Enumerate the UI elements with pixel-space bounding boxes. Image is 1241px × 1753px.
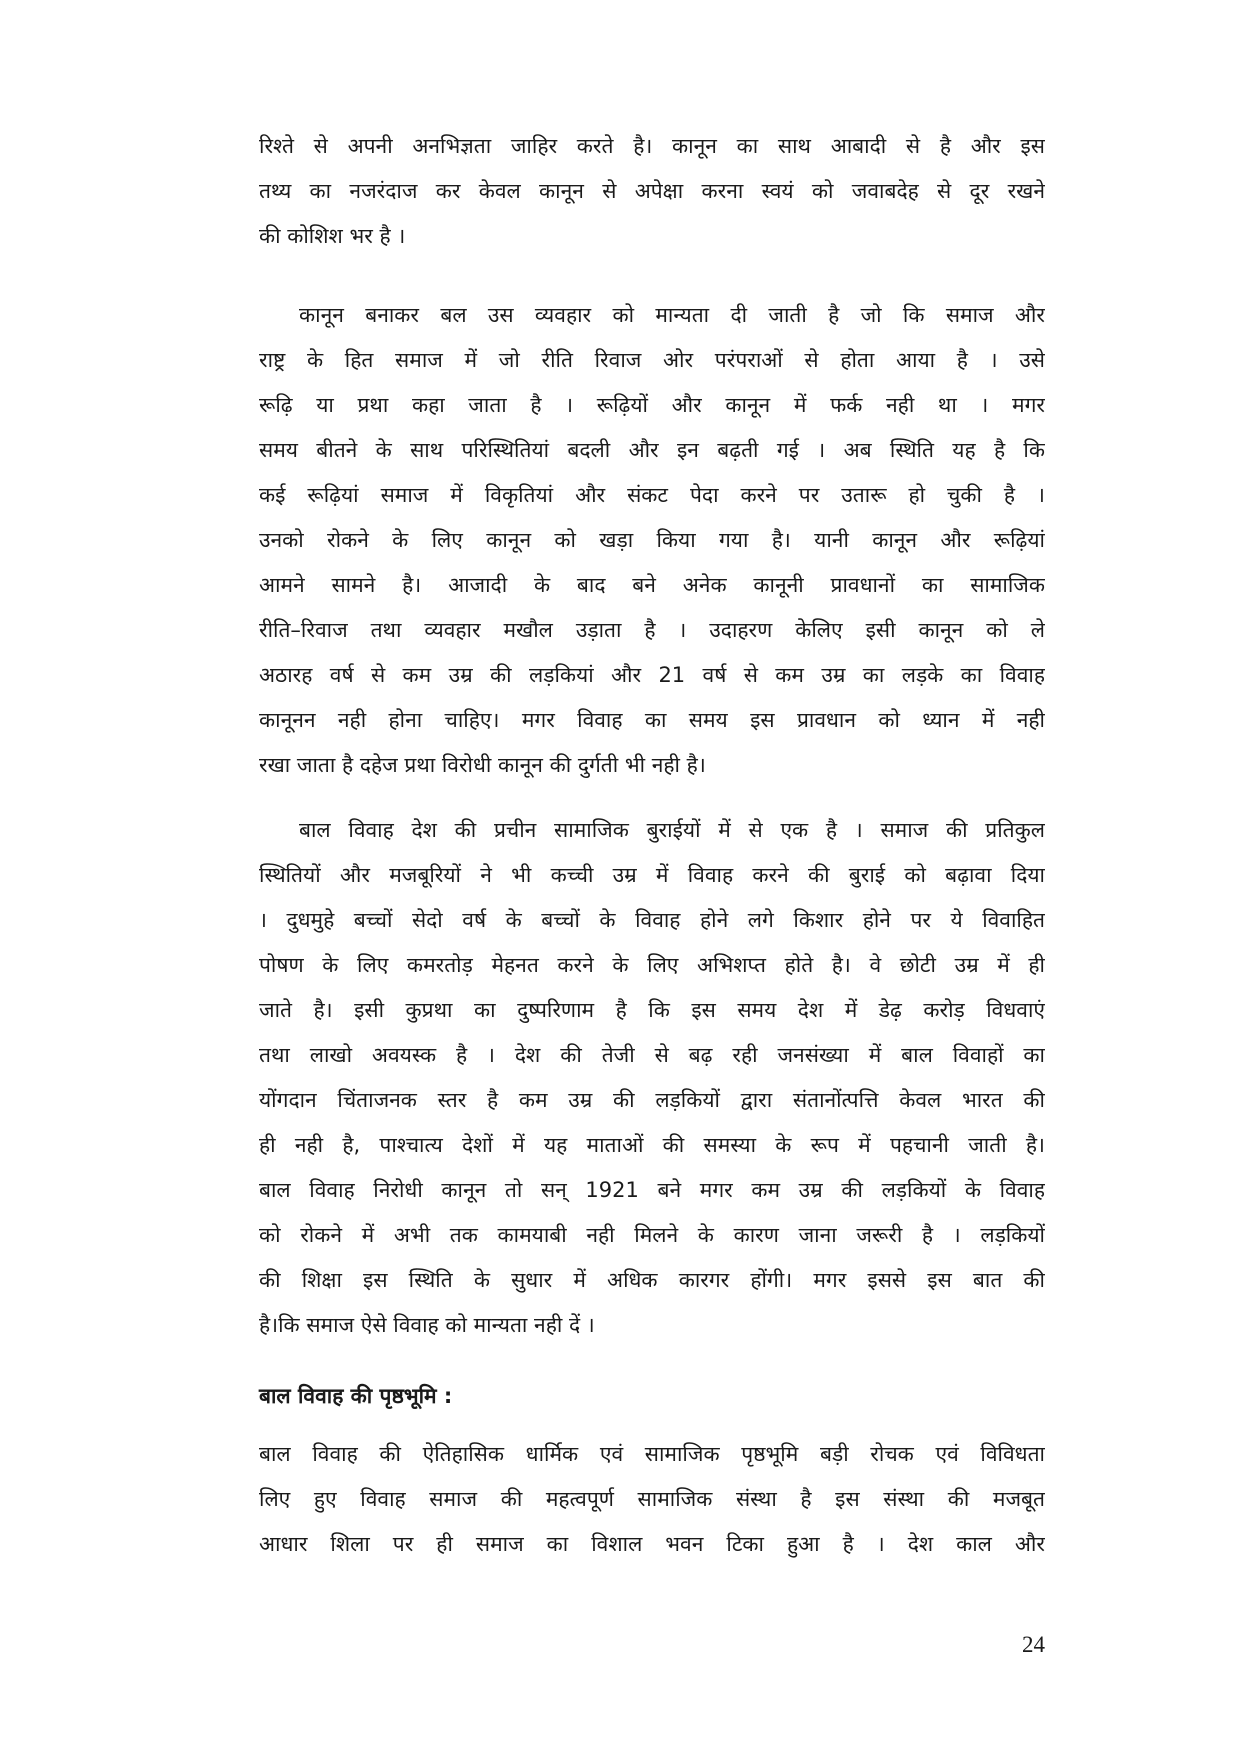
text-line: आधार शिला पर ही समाज का विशाल भवन टिका हुआ है । देश काल और [259,1532,1045,1556]
paragraph-2 [259,293,1045,788]
page-number: 24 [1022,1632,1045,1657]
text-line: कई रूढ़ियां समाज में विकृतियां और संकट पेदा करने पर उतारू हो चुकी है । [259,483,1045,507]
text-line: समय बीतने के साथ परिस्थितियां बदली और इन बढ़ती गई । अब स्थिति यह है कि [259,438,1045,462]
text-line: बाल विवाह की ऐतिहासिक धार्मिक एवं सामाजिक पृष्ठभूमि बड़ी रोचक एवं विविधता [259,1442,1045,1466]
text-line: स्थितियों और मजबूरियों ने भी कच्ची उम्र में विवाह करने की बुराई को बढ़ावा दिया [259,863,1045,887]
text-line: रिश्ते से अपनी अनभिज्ञता जाहिर करते है। कानून का साथ आबादी से है और इस [259,134,1045,158]
section-heading: बाल विवाह की पृष्ठभूमि : [259,1384,453,1408]
text-line: लिए हुए विवाह समाज की महत्वपूर्ण सामाजिक संस्था है इस संस्था की मजबूत [259,1487,1045,1511]
text-line: कानून बनाकर बल उस व्यवहार को मान्यता दी जाती है जो कि समाज और [299,303,1045,327]
text-line: । दुधमुहे बच्चों सेदो वर्ष के बच्चों के विवाह होने लगे किशार होने पर ये विवाहित [259,908,1045,932]
text-line: रूढ़ि या प्रथा कहा जाता है । रूढ़ियों और कानून में फर्क नही था । मगर [259,393,1045,417]
text-line: राष्ट्र के हित समाज में जो रीति रिवाज ओर परंपराओं से होता आया है । उसे [259,348,1045,372]
text-line: अठारह वर्ष से कम उम्र की लड़कियां और 21 वर्ष से कम उम्र का लड़के का विवाह [259,663,1045,687]
text-line: आमने सामने है। आजादी के बाद बने अनेक कानूनी प्रावधानों का सामाजिक [259,573,1045,597]
text-line: बाल विवाह देश की प्रचीन सामाजिक बुराईयों में से एक है । समाज की प्रतिकुल [299,818,1045,842]
text-line: रखा जाता है दहेज प्रथा विरोधी कानून की दुर्गती भी नही है। [259,753,706,777]
text-line: को रोकने में अभी तक कामयाबी नही मिलने के कारण जाना जरूरी है । लड़कियों [259,1223,1045,1247]
section-paragraph [259,1432,1045,1567]
text-line: कानूनन नही होना चाहिए। मगर विवाह का समय इस प्रावधान को ध्यान में नही [259,708,1045,732]
text-line: रीति–रिवाज तथा व्यवहार मखौल उड़ाता है । उदाहरण केलिए इसी कानून को ले [259,618,1045,642]
text-line: उनको रोकने के लिए कानून को खड़ा किया गया है। यानी कानून और रूढ़ियां [259,528,1045,552]
text-line: बाल विवाह निरोधी कानून तो सन् 1921 बने मगर कम उम्र की लड़कियों के विवाह [259,1178,1045,1202]
text-line: योंगदान चिंताजनक स्तर है कम उम्र की लड़कियों द्वारा संतानोंत्पत्ति केवल भारत की [259,1088,1045,1112]
paragraph-3 [259,808,1045,1348]
paragraph-1 [259,124,1045,259]
text-line: की शिक्षा इस स्थिति के सुधार में अधिक कारगर होंगी। मगर इससे इस बात की [259,1268,1045,1292]
text-line: है।कि समाज ऐसे विवाह को मान्यता नही दें । [259,1313,595,1337]
text-line: पोषण के लिए कमरतोड़ मेहनत करने के लिए अभिशप्त होते है। वे छोटी उम्र में ही [259,953,1045,977]
text-line: तथ्य का नजरंदाज कर केवल कानून से अपेक्षा करना स्वयं को जवाबदेह से दूर रखने [259,179,1045,203]
text-line: ही नही है, पाश्चात्य देशों में यह माताओं की समस्या के रूप में पहचानी जाती है। [259,1133,1045,1157]
text-line: की कोशिश भर है । [259,224,406,248]
text-line: तथा लाखो अवयस्क है । देश की तेजी से बढ़ रही जनसंख्या में बाल विवाहों का [259,1043,1045,1067]
text-line: जाते है। इसी कुप्रथा का दुष्परिणाम है कि इस समय देश में डेढ़ करोड़ विधवाएं [259,998,1045,1022]
